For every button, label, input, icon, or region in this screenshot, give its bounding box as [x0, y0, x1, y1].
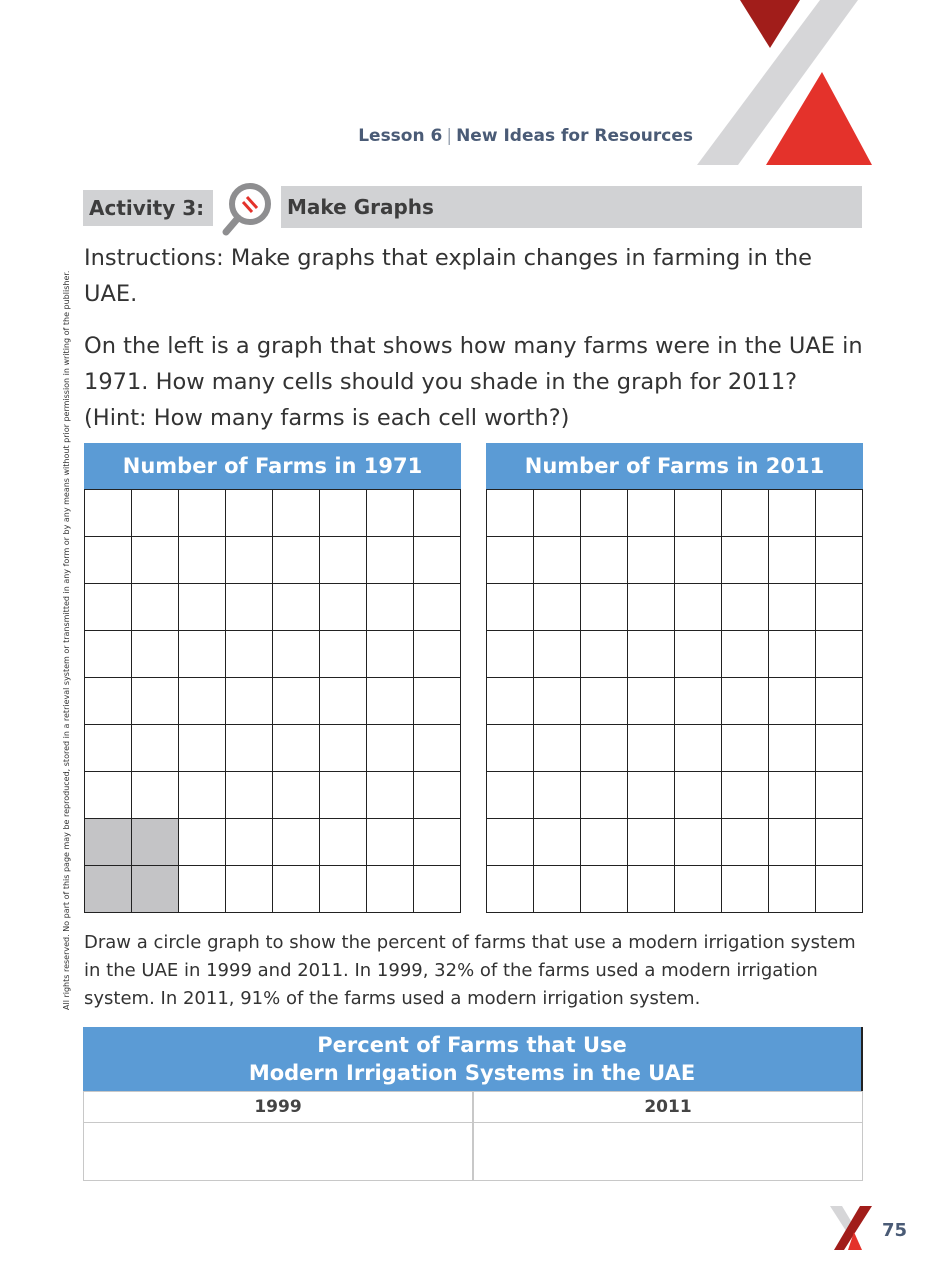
grid-cell[interactable]: [414, 725, 461, 772]
grid-cell[interactable]: [414, 537, 461, 584]
grid-cell[interactable]: [132, 772, 179, 819]
grid-cell[interactable]: [534, 678, 581, 725]
irrigation-header-row: [83, 1091, 863, 1123]
grid-cell[interactable]: [769, 678, 816, 725]
grid-cell[interactable]: [85, 819, 132, 866]
grid-cell[interactable]: [628, 584, 675, 631]
grid-cell[interactable]: [367, 772, 414, 819]
grid-cell[interactable]: [628, 537, 675, 584]
grid-cell[interactable]: [320, 725, 367, 772]
grid-cell[interactable]: [581, 819, 628, 866]
header-separator: |: [446, 126, 453, 146]
grid-cell[interactable]: [132, 584, 179, 631]
grid-cell[interactable]: [226, 725, 273, 772]
grid-cell[interactable]: [534, 490, 581, 537]
grid-cell[interactable]: [534, 584, 581, 631]
grid-cell[interactable]: [534, 866, 581, 913]
grid-cell[interactable]: [816, 537, 863, 584]
grid-cell[interactable]: [320, 772, 367, 819]
grid-cell[interactable]: [132, 866, 179, 913]
grid-cell[interactable]: [675, 725, 722, 772]
grid-cell[interactable]: [675, 819, 722, 866]
grid-cell[interactable]: [414, 678, 461, 725]
grid-cell[interactable]: [816, 490, 863, 537]
grid-cell[interactable]: [85, 631, 132, 678]
grid-cell[interactable]: [675, 584, 722, 631]
grid-cell[interactable]: [367, 725, 414, 772]
grid-cell[interactable]: [628, 819, 675, 866]
graph-2011-title: Number of Farms in 2011: [486, 443, 863, 489]
instructions-text: Instructions: Make graphs that explain changes in farming in the UAE.: [84, 245, 812, 307]
grid-cell[interactable]: [581, 490, 628, 537]
grid-cell[interactable]: [85, 772, 132, 819]
grid-cell[interactable]: [320, 490, 367, 537]
grid-cell[interactable]: [367, 537, 414, 584]
grid-cell[interactable]: [367, 819, 414, 866]
grid-cell[interactable]: [320, 866, 367, 913]
activity-title: Make Graphs: [281, 186, 862, 228]
grid-cell[interactable]: [487, 631, 534, 678]
grid-cell[interactable]: [367, 584, 414, 631]
grid-cell[interactable]: [273, 584, 320, 631]
question-text: On the left is a graph that shows how many farms were in the UAE in 1971. How many cells should you shade in the graph for 2011? (Hint: How many farms is each cell worth?): [84, 333, 863, 431]
grid-cell[interactable]: [367, 866, 414, 913]
page-number: 75: [882, 1220, 908, 1241]
irrigation-title-line-1: Percent of Farms that Use: [317, 1033, 627, 1057]
grid-cell[interactable]: [132, 537, 179, 584]
grid-cell[interactable]: [179, 819, 226, 866]
grid-cell[interactable]: [769, 631, 816, 678]
grid-cell[interactable]: [628, 772, 675, 819]
grid-cell[interactable]: [581, 866, 628, 913]
grid-cell[interactable]: [534, 631, 581, 678]
grid-cell[interactable]: [414, 866, 461, 913]
grid-cell[interactable]: [132, 678, 179, 725]
grid-cell[interactable]: [414, 772, 461, 819]
footer-logo-icon: [830, 1206, 874, 1250]
grid-cell[interactable]: [226, 537, 273, 584]
grid-cell[interactable]: [816, 584, 863, 631]
grid-cell[interactable]: [675, 490, 722, 537]
grid-cell[interactable]: [816, 866, 863, 913]
grid-cell[interactable]: [722, 537, 769, 584]
grid-cell[interactable]: [320, 678, 367, 725]
grid-cell[interactable]: [273, 866, 320, 913]
grid-cell[interactable]: [581, 678, 628, 725]
circle-graph-instructions: Draw a circle graph to show the percent of farms that use a modern irrigation system in the UAE in 1999 and 2011. In 1999, 32% of the farms used a modern irrigation system. In 2011, 91% of the farms used a modern irrigation system.: [84, 932, 856, 1009]
grid-cell[interactable]: [769, 490, 816, 537]
grid-cell[interactable]: [487, 866, 534, 913]
grid-cell[interactable]: [769, 537, 816, 584]
grid-cell[interactable]: [675, 678, 722, 725]
lesson-header: [358, 126, 693, 146]
grid-cell[interactable]: [534, 725, 581, 772]
irrigation-table-title: [83, 1027, 863, 1091]
irrigation-answer-row: [83, 1123, 863, 1181]
answer-cell-1999[interactable]: [83, 1123, 473, 1181]
grid-cell[interactable]: [320, 631, 367, 678]
grid-cell[interactable]: [487, 490, 534, 537]
grid-cell[interactable]: [132, 725, 179, 772]
grid-cell[interactable]: [320, 819, 367, 866]
grid-cell[interactable]: [628, 490, 675, 537]
grid-cell[interactable]: [581, 537, 628, 584]
grid-cell[interactable]: [487, 584, 534, 631]
answer-cell-2011[interactable]: [473, 1123, 863, 1181]
grid-cell[interactable]: [722, 631, 769, 678]
grid-cell[interactable]: [226, 631, 273, 678]
grid-cell[interactable]: [226, 772, 273, 819]
graph-1971-grid: [84, 489, 461, 913]
grid-cell[interactable]: [179, 584, 226, 631]
grid-cell[interactable]: [85, 490, 132, 537]
grid-cell[interactable]: [320, 584, 367, 631]
grid-cell[interactable]: [628, 631, 675, 678]
grid-cell[interactable]: [367, 631, 414, 678]
grid-cell[interactable]: [816, 678, 863, 725]
grid-cell[interactable]: [179, 866, 226, 913]
grid-cell[interactable]: [132, 631, 179, 678]
irrigation-title-line-2: Modern Irrigation Systems in the UAE: [248, 1061, 696, 1085]
grid-cell[interactable]: [367, 490, 414, 537]
grid-cell[interactable]: [132, 819, 179, 866]
magnifier-icon: [216, 178, 278, 240]
graph-2011-grid: [486, 489, 863, 913]
grid-cell[interactable]: [179, 678, 226, 725]
grid-cell[interactable]: [722, 772, 769, 819]
grid-cell[interactable]: [179, 537, 226, 584]
grid-cell[interactable]: [414, 584, 461, 631]
grid-cell[interactable]: [85, 725, 132, 772]
grid-cell[interactable]: [85, 678, 132, 725]
col-2011-header: 2011: [473, 1091, 863, 1123]
grid-cell[interactable]: [769, 819, 816, 866]
grid-cell[interactable]: [179, 490, 226, 537]
grid-cell[interactable]: [769, 725, 816, 772]
grid-cell[interactable]: [226, 866, 273, 913]
grid-cell[interactable]: [675, 866, 722, 913]
grid-cell[interactable]: [85, 584, 132, 631]
grid-cell[interactable]: [722, 819, 769, 866]
grid-cell[interactable]: [414, 631, 461, 678]
grid-cell[interactable]: [226, 678, 273, 725]
lesson-number: Lesson 6: [358, 126, 443, 146]
grid-cell[interactable]: [534, 819, 581, 866]
grid-cell[interactable]: [85, 537, 132, 584]
activity-bar: [83, 186, 862, 228]
grid-cell[interactable]: [179, 772, 226, 819]
grid-cell[interactable]: [769, 772, 816, 819]
grid-cell[interactable]: [320, 537, 367, 584]
graph-2011: [486, 443, 863, 913]
grid-cell[interactable]: [628, 678, 675, 725]
grid-cell[interactable]: [273, 490, 320, 537]
grid-cell[interactable]: [628, 866, 675, 913]
grid-cell[interactable]: [675, 631, 722, 678]
grid-cell[interactable]: [487, 725, 534, 772]
activity-label: Activity 3:: [83, 190, 213, 226]
grid-cell[interactable]: [273, 819, 320, 866]
grid-cell[interactable]: [722, 725, 769, 772]
grid-cell[interactable]: [226, 584, 273, 631]
grid-cell[interactable]: [769, 866, 816, 913]
grid-cell[interactable]: [226, 819, 273, 866]
grid-cell[interactable]: [273, 772, 320, 819]
grid-cell[interactable]: [179, 631, 226, 678]
grid-cell[interactable]: [816, 631, 863, 678]
grid-cell[interactable]: [414, 490, 461, 537]
grid-cell[interactable]: [273, 537, 320, 584]
grid-cell[interactable]: [367, 678, 414, 725]
grid-cell[interactable]: [722, 866, 769, 913]
grid-cell[interactable]: [581, 584, 628, 631]
grid-cell[interactable]: [675, 772, 722, 819]
graph-1971-title: Number of Farms in 1971: [84, 443, 461, 489]
grid-cell[interactable]: [581, 725, 628, 772]
grid-cell[interactable]: [273, 678, 320, 725]
grid-cell[interactable]: [816, 819, 863, 866]
grid-cell[interactable]: [179, 725, 226, 772]
grid-cell[interactable]: [722, 490, 769, 537]
graph-1971: [84, 443, 461, 913]
grid-cell[interactable]: [581, 631, 628, 678]
col-1999-header: 1999: [83, 1091, 473, 1123]
grid-cell[interactable]: [769, 584, 816, 631]
lesson-title: New Ideas for Resources: [456, 126, 693, 146]
grid-cell[interactable]: [226, 490, 273, 537]
grid-cell[interactable]: [487, 772, 534, 819]
grid-cell[interactable]: [487, 678, 534, 725]
grid-cell[interactable]: [722, 678, 769, 725]
grid-cell[interactable]: [487, 819, 534, 866]
grid-cell[interactable]: [534, 772, 581, 819]
grid-cell[interactable]: [581, 772, 628, 819]
grid-cell[interactable]: [722, 584, 769, 631]
corner-decoration: [0, 0, 945, 180]
grid-cell[interactable]: [132, 490, 179, 537]
irrigation-table: [83, 1027, 863, 1181]
grid-cell[interactable]: [675, 537, 722, 584]
grid-cell[interactable]: [816, 772, 863, 819]
grid-cell[interactable]: [534, 537, 581, 584]
grid-cell[interactable]: [487, 537, 534, 584]
grid-cell[interactable]: [273, 631, 320, 678]
grid-cell[interactable]: [628, 725, 675, 772]
grid-cell[interactable]: [816, 725, 863, 772]
grid-cell[interactable]: [273, 725, 320, 772]
copyright-note: All rights reserved. No part of this page may be reproduced, stored in a retrieval system or transmitted in any form or by any means without prior permission in writing of the publisher.: [62, 270, 71, 1010]
grid-cell[interactable]: [414, 819, 461, 866]
grid-cell[interactable]: [85, 866, 132, 913]
